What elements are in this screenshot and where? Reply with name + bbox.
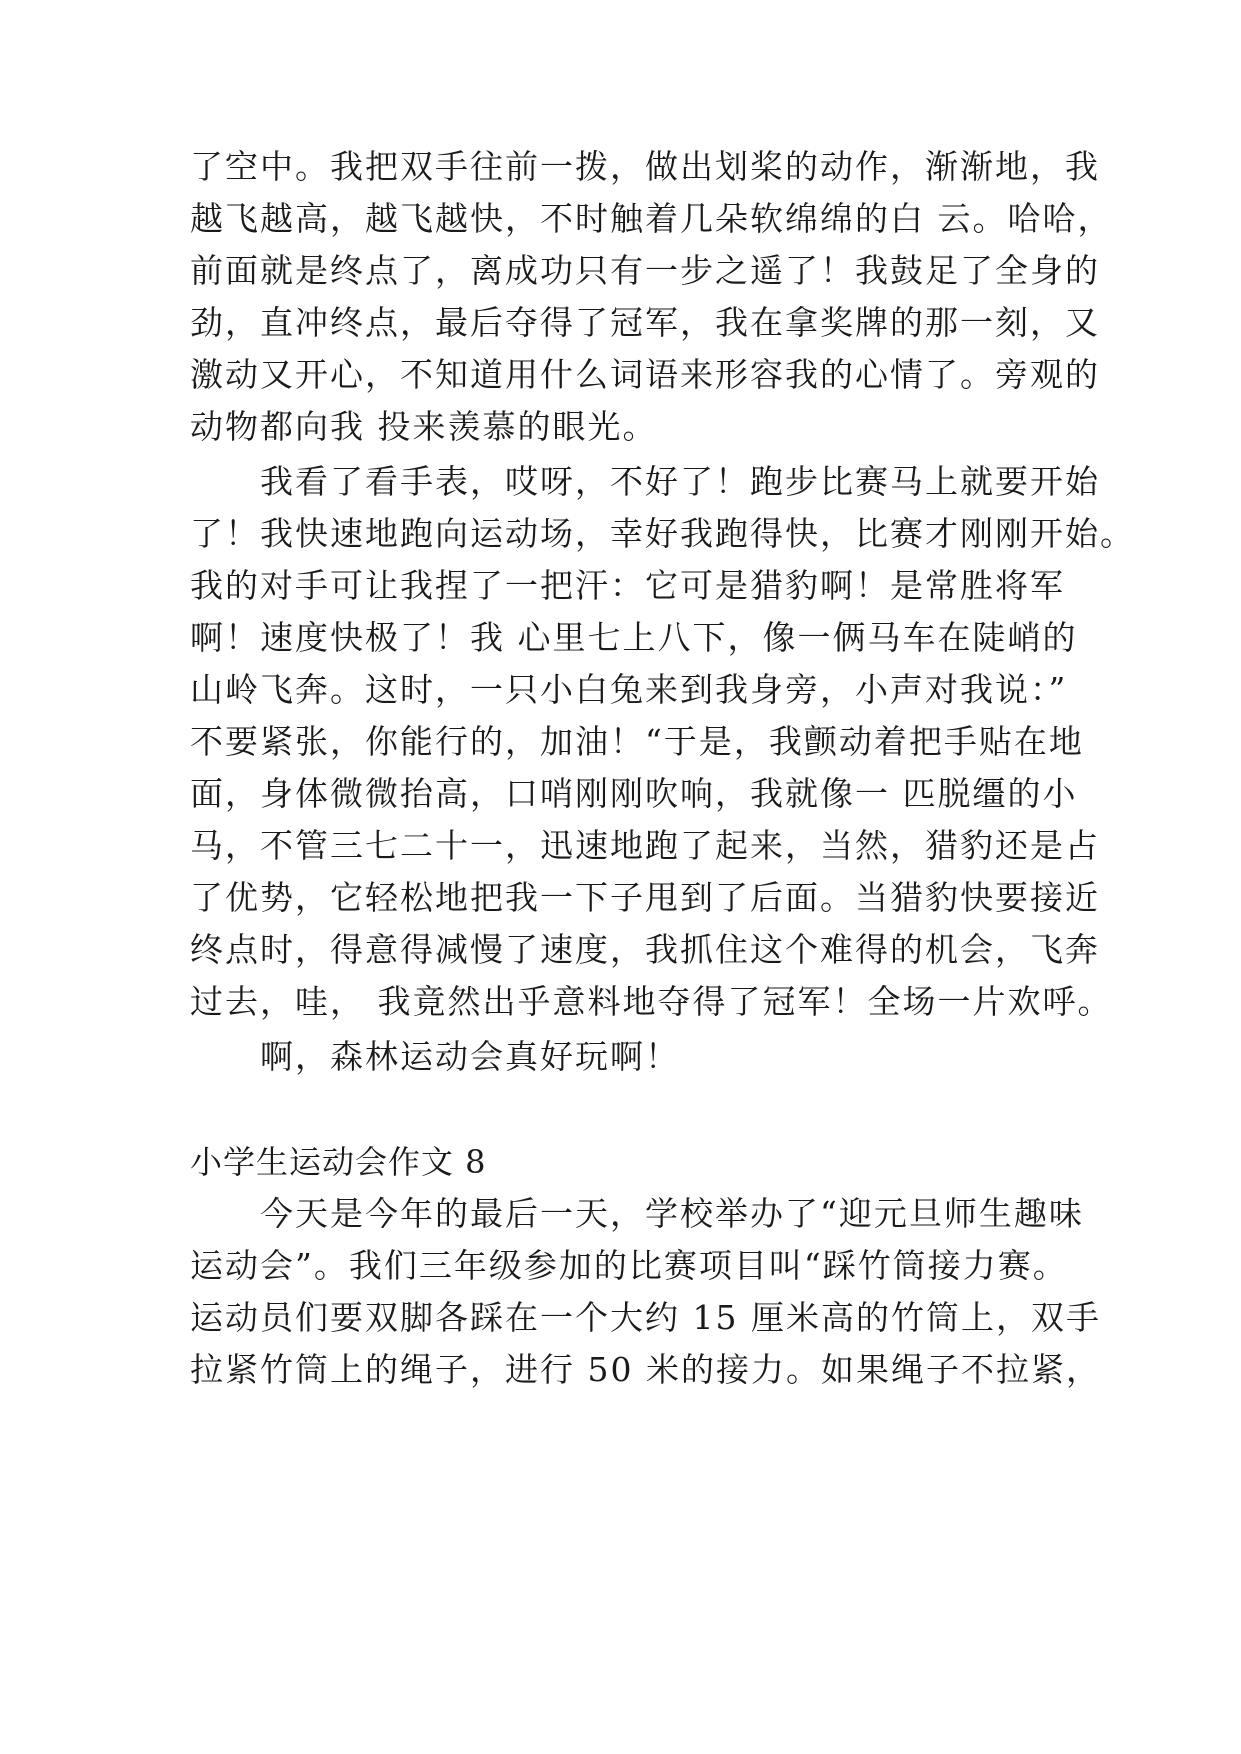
text-line: 越飞越高，越飞越快，不时触着几朵软绵绵的白 云。哈哈，: [190, 199, 1113, 238]
text-line: 动物都向我 投来羡慕的眼光。: [190, 407, 658, 446]
text-line: 了！我快速地跑向运动场，幸好我跑得快，比赛才刚刚开始。: [190, 514, 1135, 553]
section-heading: 小学生运动会作文 8: [190, 1143, 487, 1181]
text-line: 激动又开心，不知道用什么词语来形容我的心情了。旁观的: [190, 355, 1100, 394]
text-line: 我的对手可让我捏了一把汗：它可是猎豹啊！是常胜将军: [190, 566, 1065, 605]
text-line: 山岭飞奔。这时，一只小白兔来到我身旁，小声对我说：”: [190, 670, 1068, 709]
text-line: 终点时，得意得减慢了速度，我抓住这个难得的机会，飞奔: [190, 930, 1100, 969]
text-line: 不要紧张，你能行的，加油！“于是，我颤动着把手贴在地: [190, 722, 1084, 761]
text-line: 前面就是终点了，离成功只有一步之遥了！我鼓足了全身的: [190, 251, 1100, 290]
text-line: 了优势，它轻松地把我一下子甩到了后面。当猎豹快要接近: [190, 878, 1100, 917]
text-line: 啊，森林运动会真好玩啊！: [190, 1037, 680, 1076]
text-line: 啊！速度快极了！我 心里七上八下，像一俩马车在陡峭的: [190, 618, 1078, 657]
text-line: 我看了看手表，哎呀，不好了！跑步比赛马上就要开始: [190, 462, 1100, 501]
text-line: 面，身体微微抬高，口哨刚刚吹响，我就像一 匹脱缰的小: [190, 774, 1078, 813]
text-line: 马，不管三七二十一，迅速地跑了起来，当然，猎豹还是占: [190, 826, 1100, 865]
text-line: 过去，哇， 我竟然出乎意料地夺得了冠军！全场一片欢呼。: [190, 982, 1113, 1021]
text-line: 劲，直冲终点，最后夺得了冠军，我在拿奖牌的那一刻，又: [190, 303, 1100, 342]
text-line: 了空中。我把双手往前一拨，做出划桨的动作，渐渐地，我: [190, 147, 1100, 186]
text-line: 今天是今年的最后一天，学校举办了“迎元旦师生趣味: [190, 1194, 1084, 1233]
text-line: 运动会”。我们三年级参加的比赛项目叫“踩竹筒接力赛。: [190, 1246, 1068, 1285]
text-line: 运动员们要双脚各踩在一个大约 15 厘米高的竹筒上，双手: [190, 1298, 1101, 1337]
text-line: 拉紧竹筒上的绳子，进行 50 米的接力。如果绳子不拉紧，: [190, 1350, 1101, 1389]
